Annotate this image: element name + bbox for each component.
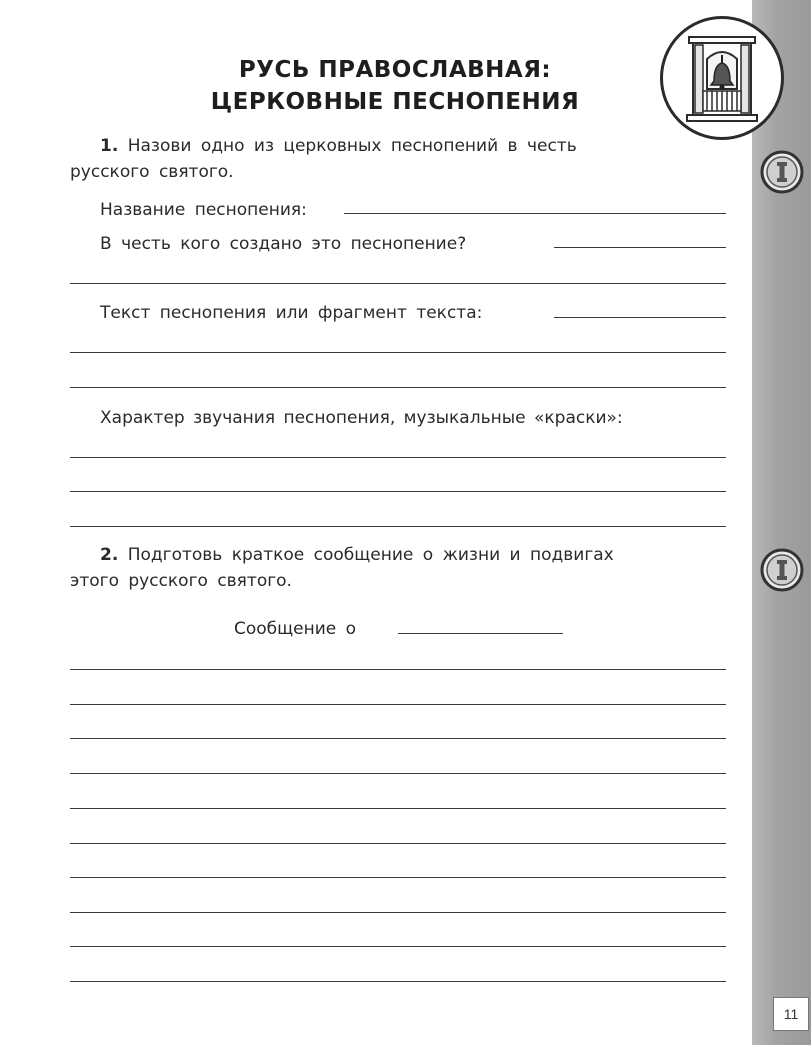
field-whom-label: В честь кого создано это песнопение? <box>100 234 467 254</box>
task2-instruction-line-1 <box>100 543 614 567</box>
message-line[interactable] <box>70 843 726 844</box>
page-title-line-2: ЦЕРКОВНЫЕ ПЕСНОПЕНИЯ <box>210 89 580 115</box>
message-line[interactable] <box>70 704 726 705</box>
message-line[interactable] <box>70 773 726 774</box>
answer-line-character-1[interactable] <box>70 457 726 458</box>
task2-number: 2. <box>100 545 119 565</box>
page-title <box>150 54 640 118</box>
answer-line-whom[interactable] <box>554 247 726 248</box>
task2-instruction-line-2: этого русского святого. <box>70 571 292 591</box>
task2-text-line-1: Подготовь краткое сообщение о жизни и подвигах <box>127 545 614 565</box>
bell-tower-icon <box>660 16 784 140</box>
answer-line-text-3[interactable] <box>70 387 726 388</box>
message-line[interactable] <box>70 946 726 947</box>
message-line[interactable] <box>70 912 726 913</box>
task1-instruction-line-1 <box>100 134 577 158</box>
message-line[interactable] <box>70 808 726 809</box>
info-icon <box>760 150 804 194</box>
page-title-line-1: РУСЬ ПРАВОСЛАВНАЯ: <box>238 57 552 83</box>
message-label: Сообщение о <box>234 619 357 639</box>
answer-line-text[interactable] <box>554 317 726 318</box>
task1-number: 1. <box>100 136 119 156</box>
message-line[interactable] <box>70 877 726 878</box>
answer-line-text-2[interactable] <box>70 352 726 353</box>
message-line[interactable] <box>70 738 726 739</box>
info-icon <box>760 548 804 592</box>
task1-instruction-line-2: русского святого. <box>70 162 234 182</box>
field-character-label: Характер звучания песнопения, музыкальные «краски»: <box>100 408 623 428</box>
answer-line-name[interactable] <box>344 213 726 214</box>
answer-line-whom-2[interactable] <box>70 283 726 284</box>
answer-line-character-2[interactable] <box>70 491 726 492</box>
message-line[interactable] <box>70 981 726 982</box>
answer-line-message-subject[interactable] <box>398 633 563 634</box>
field-name-label: Название песнопения: <box>100 200 307 220</box>
field-text-label: Текст песнопения или фрагмент текста: <box>100 303 483 323</box>
task1-text-line-1: Назови одно из церковных песнопений в честь <box>127 136 577 156</box>
message-line[interactable] <box>70 669 726 670</box>
answer-line-character-3[interactable] <box>70 526 726 527</box>
page-number: 11 <box>773 997 809 1031</box>
